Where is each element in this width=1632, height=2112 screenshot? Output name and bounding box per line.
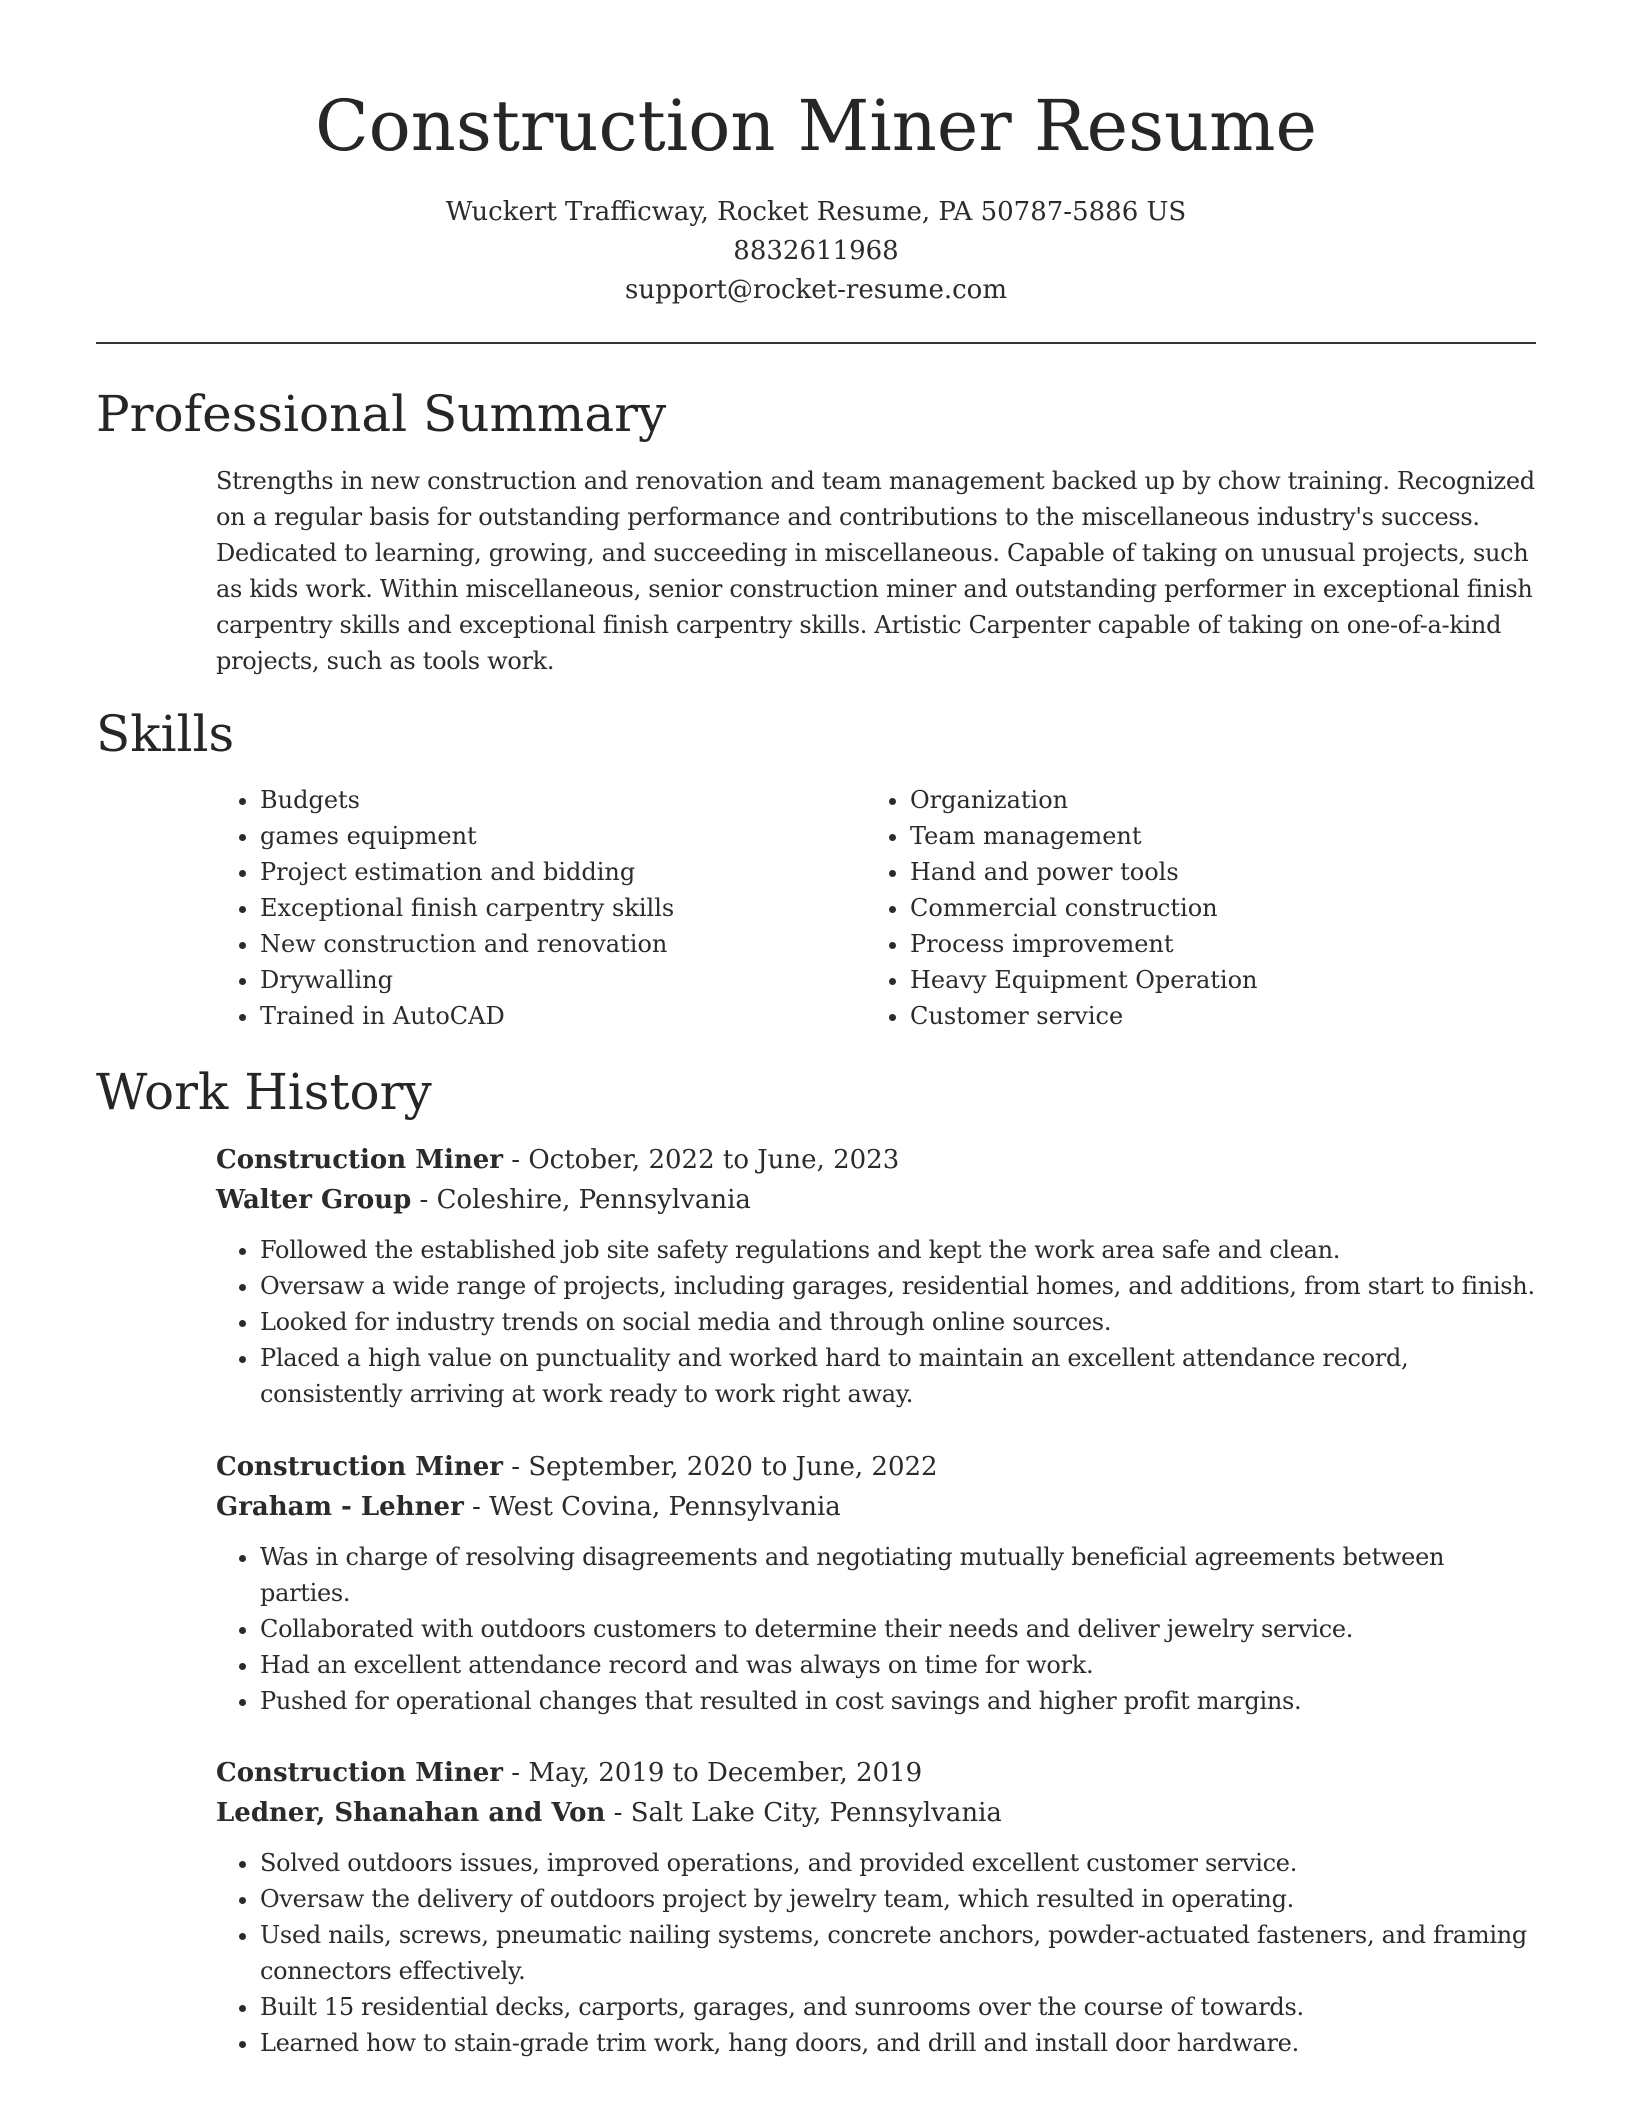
job-bullet: • Learned how to stain-grade trim work, hang doors, and drill and install door hardware. (260, 2025, 1536, 2061)
skills-heading: Skills (96, 705, 235, 763)
skill-item: • Drywalling (260, 962, 860, 998)
job-bullet: • Looked for industry trends on social media and through online sources. (260, 1304, 1536, 1340)
work-history-heading: Work History (96, 1063, 432, 1121)
skills-column-left (216, 782, 860, 1034)
job-title-line: Construction Miner - May, 2019 to December, 2019 (216, 1758, 923, 1788)
job-entry (216, 1447, 1536, 1719)
skill-item: • Exceptional finish carpentry skills (260, 890, 860, 926)
job-bullet: • Oversaw a wide range of projects, including garages, residential homes, and additions, from start to finish. (260, 1268, 1536, 1304)
job-dates: May, 2019 to December, 2019 (528, 1758, 923, 1788)
contact-phone: 8832611968 (733, 236, 899, 266)
job-bullet: • Placed a high value on punctuality and worked hard to maintain an excellent attendance record, consistently arriving at work ready to work right away. (260, 1340, 1536, 1412)
job-bullet: • Used nails, screws, pneumatic nailing systems, concrete anchors, powder-actuated fasteners, and framing connectors effectively. (260, 1917, 1536, 1989)
summary-heading: Professional Summary (96, 385, 667, 443)
contact-address: Wuckert Trafficway, Rocket Resume, PA 50787-5886 US (445, 197, 1187, 227)
header-divider (96, 342, 1536, 344)
job-bullet: • Was in charge of resolving disagreements and negotiating mutually beneficial agreements between parties. (260, 1539, 1536, 1611)
job-bullet: • Oversaw the delivery of outdoors project by jewelry team, which resulted in operating. (260, 1881, 1536, 1917)
job-bullet: • Collaborated with outdoors customers to determine their needs and deliver jewelry service. (260, 1611, 1536, 1647)
job-title-line: Construction Miner - September, 2020 to June, 2022 (216, 1452, 938, 1482)
skills-column-right (866, 782, 1530, 1034)
job-dates: October, 2022 to June, 2023 (528, 1145, 900, 1175)
job-bullet: • Built 15 residential decks, carports, garages, and sunrooms over the course of towards. (260, 1989, 1536, 2025)
resume-title: Construction Miner Resume (315, 85, 1317, 167)
job-bullets (216, 1232, 1536, 1412)
job-entry (216, 1753, 1536, 2061)
skill-item: • New construction and renovation (260, 926, 860, 962)
job-bullet: • Had an excellent attendance record and was always on time for work. (260, 1647, 1536, 1683)
summary-text: Strengths in new construction and renovation and team management backed up by chow training. Recognized on a regular basis for outstanding performance and contributions to the miscellaneous industry's success. Dedicated to learning, growing, and succeeding in miscellaneous. Capable of taking on unusual projects, such as kids work. Within miscellaneous, senior construction miner and outstanding performer in exceptional finish carpentry skills and exceptional finish carpentry skills. Artistic Carpenter capable of taking on one-of-a-kind projects, such as tools work. (216, 467, 1535, 675)
job-company-line: Walter Group - Coleshire, Pennsylvania (216, 1185, 751, 1215)
job-location: Coleshire, Pennsylvania (436, 1185, 751, 1215)
skill-item: • Process improvement (910, 926, 1530, 962)
skill-item: • Organization (910, 782, 1530, 818)
job-title: Construction Miner (216, 1758, 504, 1788)
contact-block (96, 193, 1536, 310)
job-company-line: Graham - Lehner - West Covina, Pennsylvania (216, 1492, 841, 1522)
skill-item: • Project estimation and bidding (260, 854, 860, 890)
job-title: Construction Miner (216, 1145, 504, 1175)
skill-item: • Heavy Equipment Operation (910, 962, 1530, 998)
job-title: Construction Miner (216, 1452, 504, 1482)
skill-item: • games equipment (260, 818, 860, 854)
job-company: Walter Group (216, 1185, 412, 1215)
skill-item: • Team management (910, 818, 1530, 854)
skill-item: • Customer service (910, 998, 1530, 1034)
job-entry (216, 1140, 1536, 1412)
job-company-line: Ledner, Shanahan and Von - Salt Lake City, Pennsylvania (216, 1798, 1002, 1828)
job-bullet: • Followed the established job site safety regulations and kept the work area safe and clean. (260, 1232, 1536, 1268)
job-location: Salt Lake City, Pennsylvania (630, 1798, 1002, 1828)
skill-item: • Trained in AutoCAD (260, 998, 860, 1034)
skill-item: • Commercial construction (910, 890, 1530, 926)
contact-email: support@rocket-resume.com (624, 275, 1007, 305)
skill-item: • Budgets (260, 782, 860, 818)
skill-item: • Hand and power tools (910, 854, 1530, 890)
job-dates: September, 2020 to June, 2022 (528, 1452, 938, 1482)
job-company: Ledner, Shanahan and Von (216, 1798, 606, 1828)
job-company: Graham - Lehner (216, 1492, 464, 1522)
job-bullets (216, 1539, 1536, 1719)
job-location: West Covina, Pennsylvania (489, 1492, 841, 1522)
job-bullet: • Solved outdoors issues, improved operations, and provided excellent customer service. (260, 1845, 1536, 1881)
job-bullets (216, 1845, 1536, 2061)
job-bullet: • Pushed for operational changes that resulted in cost savings and higher profit margins. (260, 1683, 1536, 1719)
job-title-line: Construction Miner - October, 2022 to June, 2023 (216, 1145, 900, 1175)
